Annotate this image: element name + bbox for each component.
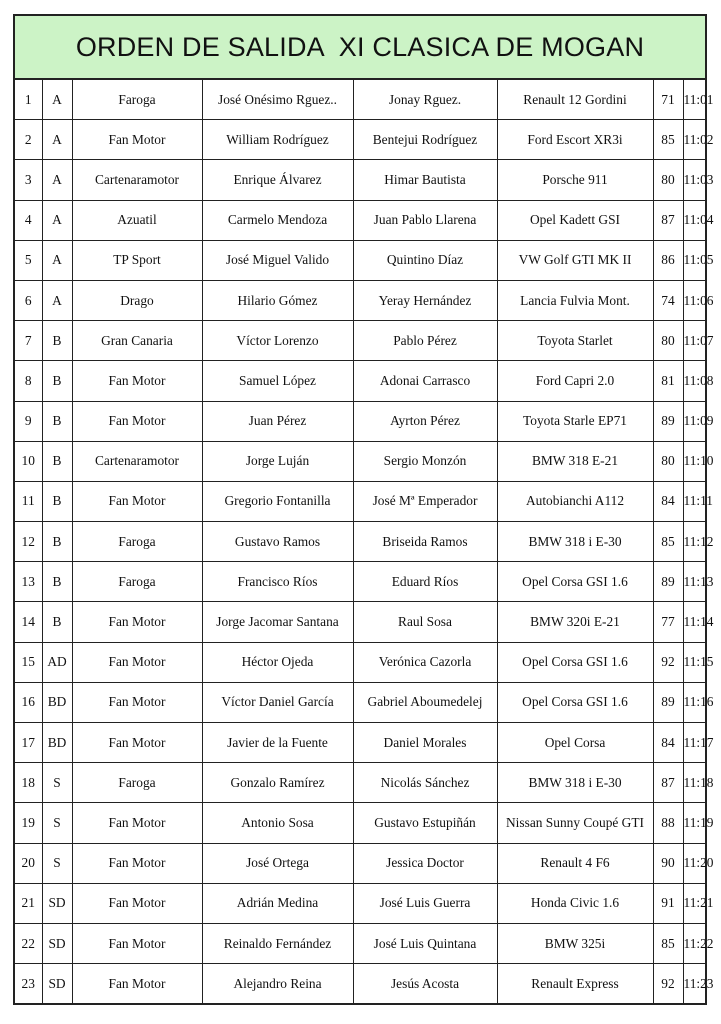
driver-cell: William Rodríguez [202, 120, 353, 160]
codriver-cell: Briseida Ramos [353, 522, 497, 562]
car-cell: Opel Corsa [497, 723, 653, 763]
driver-cell: Jorge Luján [202, 441, 353, 481]
codriver-cell: José Luis Guerra [353, 883, 497, 923]
team-cell: Cartenaramotor [72, 441, 202, 481]
driver-cell: José Ortega [202, 843, 353, 883]
number-cell: 84 [653, 723, 683, 763]
class-cell: SD [42, 923, 72, 963]
start-number-cell: 19 [15, 803, 42, 843]
class-cell: B [42, 441, 72, 481]
driver-cell: Gonzalo Ramírez [202, 763, 353, 803]
class-cell: S [42, 763, 72, 803]
car-cell: VW Golf GTI MK II [497, 240, 653, 280]
car-cell: Renault Express [497, 964, 653, 1004]
team-cell: Fan Motor [72, 883, 202, 923]
driver-cell: Héctor Ojeda [202, 642, 353, 682]
codriver-cell: Sergio Monzón [353, 441, 497, 481]
driver-cell: Enrique Álvarez [202, 160, 353, 200]
codriver-cell: Daniel Morales [353, 723, 497, 763]
title-bar [15, 16, 705, 80]
number-cell: 74 [653, 280, 683, 320]
start-order-table [15, 80, 714, 1003]
team-cell: Fan Motor [72, 401, 202, 441]
codriver-cell: Himar Bautista [353, 160, 497, 200]
start-number-cell: 13 [15, 562, 42, 602]
car-cell: Opel Kadett GSI [497, 200, 653, 240]
table-row [15, 280, 705, 320]
team-cell: Faroga [72, 562, 202, 602]
team-cell: Fan Motor [72, 682, 202, 722]
table-row [15, 120, 705, 160]
car-cell: Toyota Starle EP71 [497, 401, 653, 441]
car-cell: Ford Escort XR3i [497, 120, 653, 160]
table-row [15, 562, 705, 602]
start-number-cell: 17 [15, 723, 42, 763]
start-number-cell: 12 [15, 522, 42, 562]
start-time-cell: 11:07 [683, 321, 705, 361]
number-cell: 92 [653, 964, 683, 1004]
codriver-cell: Nicolás Sánchez [353, 763, 497, 803]
team-cell: Drago [72, 280, 202, 320]
start-time-cell: 11:11 [683, 481, 705, 521]
table-row [15, 682, 705, 722]
codriver-cell: Bentejui Rodríguez [353, 120, 497, 160]
start-number-cell: 5 [15, 240, 42, 280]
number-cell: 80 [653, 321, 683, 361]
codriver-cell: Adonai Carrasco [353, 361, 497, 401]
start-time-cell: 11:04 [683, 200, 705, 240]
team-cell: Fan Motor [72, 964, 202, 1004]
codriver-cell: Yeray Hernández [353, 280, 497, 320]
driver-cell: Adrián Medina [202, 883, 353, 923]
driver-cell: Jorge Jacomar Santana [202, 602, 353, 642]
team-cell: Azuatil [72, 200, 202, 240]
start-number-cell: 20 [15, 843, 42, 883]
driver-cell: Alejandro Reina [202, 964, 353, 1004]
start-time-cell: 11:17 [683, 723, 705, 763]
number-cell: 80 [653, 441, 683, 481]
class-cell: A [42, 160, 72, 200]
class-cell: B [42, 481, 72, 521]
start-number-cell: 4 [15, 200, 42, 240]
class-cell: A [42, 80, 72, 120]
team-cell: Fan Motor [72, 642, 202, 682]
start-time-cell: 11:16 [683, 682, 705, 722]
driver-cell: Reinaldo Fernández [202, 923, 353, 963]
class-cell: B [42, 562, 72, 602]
team-cell: Gran Canaria [72, 321, 202, 361]
driver-cell: Antonio Sosa [202, 803, 353, 843]
driver-cell: Gustavo Ramos [202, 522, 353, 562]
car-cell: Toyota Starlet [497, 321, 653, 361]
car-cell: Opel Corsa GSI 1.6 [497, 682, 653, 722]
number-cell: 89 [653, 682, 683, 722]
start-time-cell: 11:18 [683, 763, 705, 803]
start-number-cell: 16 [15, 682, 42, 722]
driver-cell: Juan Pérez [202, 401, 353, 441]
car-cell: Honda Civic 1.6 [497, 883, 653, 923]
start-number-cell: 9 [15, 401, 42, 441]
car-cell: Renault 4 F6 [497, 843, 653, 883]
class-cell: B [42, 361, 72, 401]
car-cell: BMW 318 i E-30 [497, 763, 653, 803]
start-time-cell: 11:10 [683, 441, 705, 481]
number-cell: 87 [653, 200, 683, 240]
start-time-cell: 11:22 [683, 923, 705, 963]
driver-cell: José Miguel Valido [202, 240, 353, 280]
table-row [15, 240, 705, 280]
start-time-cell: 11:01 [683, 80, 705, 120]
start-number-cell: 18 [15, 763, 42, 803]
team-cell: TP Sport [72, 240, 202, 280]
start-number-cell: 15 [15, 642, 42, 682]
start-number-cell: 7 [15, 321, 42, 361]
codriver-cell: Quintino Díaz [353, 240, 497, 280]
number-cell: 91 [653, 883, 683, 923]
team-cell: Cartenaramotor [72, 160, 202, 200]
start-time-cell: 11:05 [683, 240, 705, 280]
number-cell: 86 [653, 240, 683, 280]
start-time-cell: 11:03 [683, 160, 705, 200]
number-cell: 80 [653, 160, 683, 200]
class-cell: A [42, 200, 72, 240]
driver-cell: Samuel López [202, 361, 353, 401]
start-time-cell: 11:08 [683, 361, 705, 401]
class-cell: S [42, 803, 72, 843]
class-cell: BD [42, 682, 72, 722]
car-cell: BMW 318 i E-30 [497, 522, 653, 562]
codriver-cell: Jessica Doctor [353, 843, 497, 883]
table-row [15, 883, 705, 923]
start-number-cell: 11 [15, 481, 42, 521]
team-cell: Fan Motor [72, 803, 202, 843]
number-cell: 71 [653, 80, 683, 120]
class-cell: AD [42, 642, 72, 682]
driver-cell: Víctor Daniel García [202, 682, 353, 722]
start-number-cell: 6 [15, 280, 42, 320]
codriver-cell: Eduard Ríos [353, 562, 497, 602]
class-cell: B [42, 401, 72, 441]
class-cell: SD [42, 883, 72, 923]
class-cell: B [42, 321, 72, 361]
car-cell: BMW 320i E-21 [497, 602, 653, 642]
number-cell: 89 [653, 562, 683, 602]
team-cell: Fan Motor [72, 481, 202, 521]
driver-cell: José Onésimo Rguez.. [202, 80, 353, 120]
car-cell: BMW 325i [497, 923, 653, 963]
team-cell: Fan Motor [72, 120, 202, 160]
start-order-sheet [13, 14, 714, 1005]
table-row [15, 803, 705, 843]
driver-cell: Carmelo Mendoza [202, 200, 353, 240]
codriver-cell: Gabriel Aboumedelej [353, 682, 497, 722]
start-time-cell: 11:13 [683, 562, 705, 602]
team-cell: Faroga [72, 763, 202, 803]
start-time-cell: 11:09 [683, 401, 705, 441]
start-number-cell: 3 [15, 160, 42, 200]
codriver-cell: Jesús Acosta [353, 964, 497, 1004]
driver-cell: Víctor Lorenzo [202, 321, 353, 361]
codriver-cell: José Luis Quintana [353, 923, 497, 963]
table-row [15, 522, 705, 562]
start-number-cell: 2 [15, 120, 42, 160]
table-row [15, 763, 705, 803]
start-time-cell: 11:02 [683, 120, 705, 160]
table-row [15, 441, 705, 481]
start-number-cell: 21 [15, 883, 42, 923]
start-number-cell: 8 [15, 361, 42, 401]
class-cell: SD [42, 964, 72, 1004]
table-row [15, 602, 705, 642]
start-time-cell: 11:19 [683, 803, 705, 843]
table-row [15, 321, 705, 361]
class-cell: B [42, 522, 72, 562]
team-cell: Faroga [72, 80, 202, 120]
table-row [15, 642, 705, 682]
car-cell: Nissan Sunny Coupé GTI [497, 803, 653, 843]
codriver-cell: José Mª Emperador [353, 481, 497, 521]
start-number-cell: 10 [15, 441, 42, 481]
number-cell: 77 [653, 602, 683, 642]
table-body [15, 80, 714, 1003]
class-cell: A [42, 120, 72, 160]
start-time-cell: 11:12 [683, 522, 705, 562]
table-row [15, 160, 705, 200]
number-cell: 89 [653, 401, 683, 441]
car-cell: Opel Corsa GSI 1.6 [497, 642, 653, 682]
car-cell: Porsche 911 [497, 160, 653, 200]
table-row [15, 843, 705, 883]
driver-cell: Hilario Gómez [202, 280, 353, 320]
start-time-cell: 11:14 [683, 602, 705, 642]
class-cell: B [42, 602, 72, 642]
car-cell: Ford Capri 2.0 [497, 361, 653, 401]
start-number-cell: 22 [15, 923, 42, 963]
class-cell: A [42, 240, 72, 280]
codriver-cell: Raul Sosa [353, 602, 497, 642]
driver-cell: Javier de la Fuente [202, 723, 353, 763]
car-cell: Opel Corsa GSI 1.6 [497, 562, 653, 602]
codriver-cell: Pablo Pérez [353, 321, 497, 361]
start-time-cell: 11:20 [683, 843, 705, 883]
class-cell: BD [42, 723, 72, 763]
table-row [15, 481, 705, 521]
car-cell: BMW 318 E-21 [497, 441, 653, 481]
driver-cell: Gregorio Fontanilla [202, 481, 353, 521]
number-cell: 92 [653, 642, 683, 682]
number-cell: 85 [653, 923, 683, 963]
team-cell: Faroga [72, 522, 202, 562]
class-cell: A [42, 280, 72, 320]
number-cell: 88 [653, 803, 683, 843]
car-cell: Autobianchi A112 [497, 481, 653, 521]
table-row [15, 361, 705, 401]
team-cell: Fan Motor [72, 602, 202, 642]
start-time-cell: 11:23 [683, 964, 705, 1004]
team-cell: Fan Motor [72, 723, 202, 763]
team-cell: Fan Motor [72, 361, 202, 401]
number-cell: 81 [653, 361, 683, 401]
driver-cell: Francisco Ríos [202, 562, 353, 602]
page-title: ORDEN DE SALIDA XI CLASICA DE MOGAN [75, 31, 645, 62]
car-cell: Renault 12 Gordini [497, 80, 653, 120]
class-cell: S [42, 843, 72, 883]
table-row [15, 80, 705, 120]
team-cell: Fan Motor [72, 843, 202, 883]
number-cell: 90 [653, 843, 683, 883]
codriver-cell: Gustavo Estupiñán [353, 803, 497, 843]
start-time-cell: 11:21 [683, 883, 705, 923]
codriver-cell: Ayrton Pérez [353, 401, 497, 441]
table-row [15, 723, 705, 763]
codriver-cell: Juan Pablo Llarena [353, 200, 497, 240]
start-time-cell: 11:15 [683, 642, 705, 682]
car-cell: Lancia Fulvia Mont. [497, 280, 653, 320]
team-cell: Fan Motor [72, 923, 202, 963]
start-number-cell: 23 [15, 964, 42, 1004]
number-cell: 85 [653, 120, 683, 160]
number-cell: 84 [653, 481, 683, 521]
codriver-cell: Jonay Rguez. [353, 80, 497, 120]
start-number-cell: 14 [15, 602, 42, 642]
number-cell: 85 [653, 522, 683, 562]
table-row [15, 923, 705, 963]
table-row [15, 200, 705, 240]
start-number-cell: 1 [15, 80, 42, 120]
number-cell: 87 [653, 763, 683, 803]
table-row [15, 401, 705, 441]
start-time-cell: 11:06 [683, 280, 705, 320]
codriver-cell: Verónica Cazorla [353, 642, 497, 682]
table-row [15, 964, 705, 1004]
